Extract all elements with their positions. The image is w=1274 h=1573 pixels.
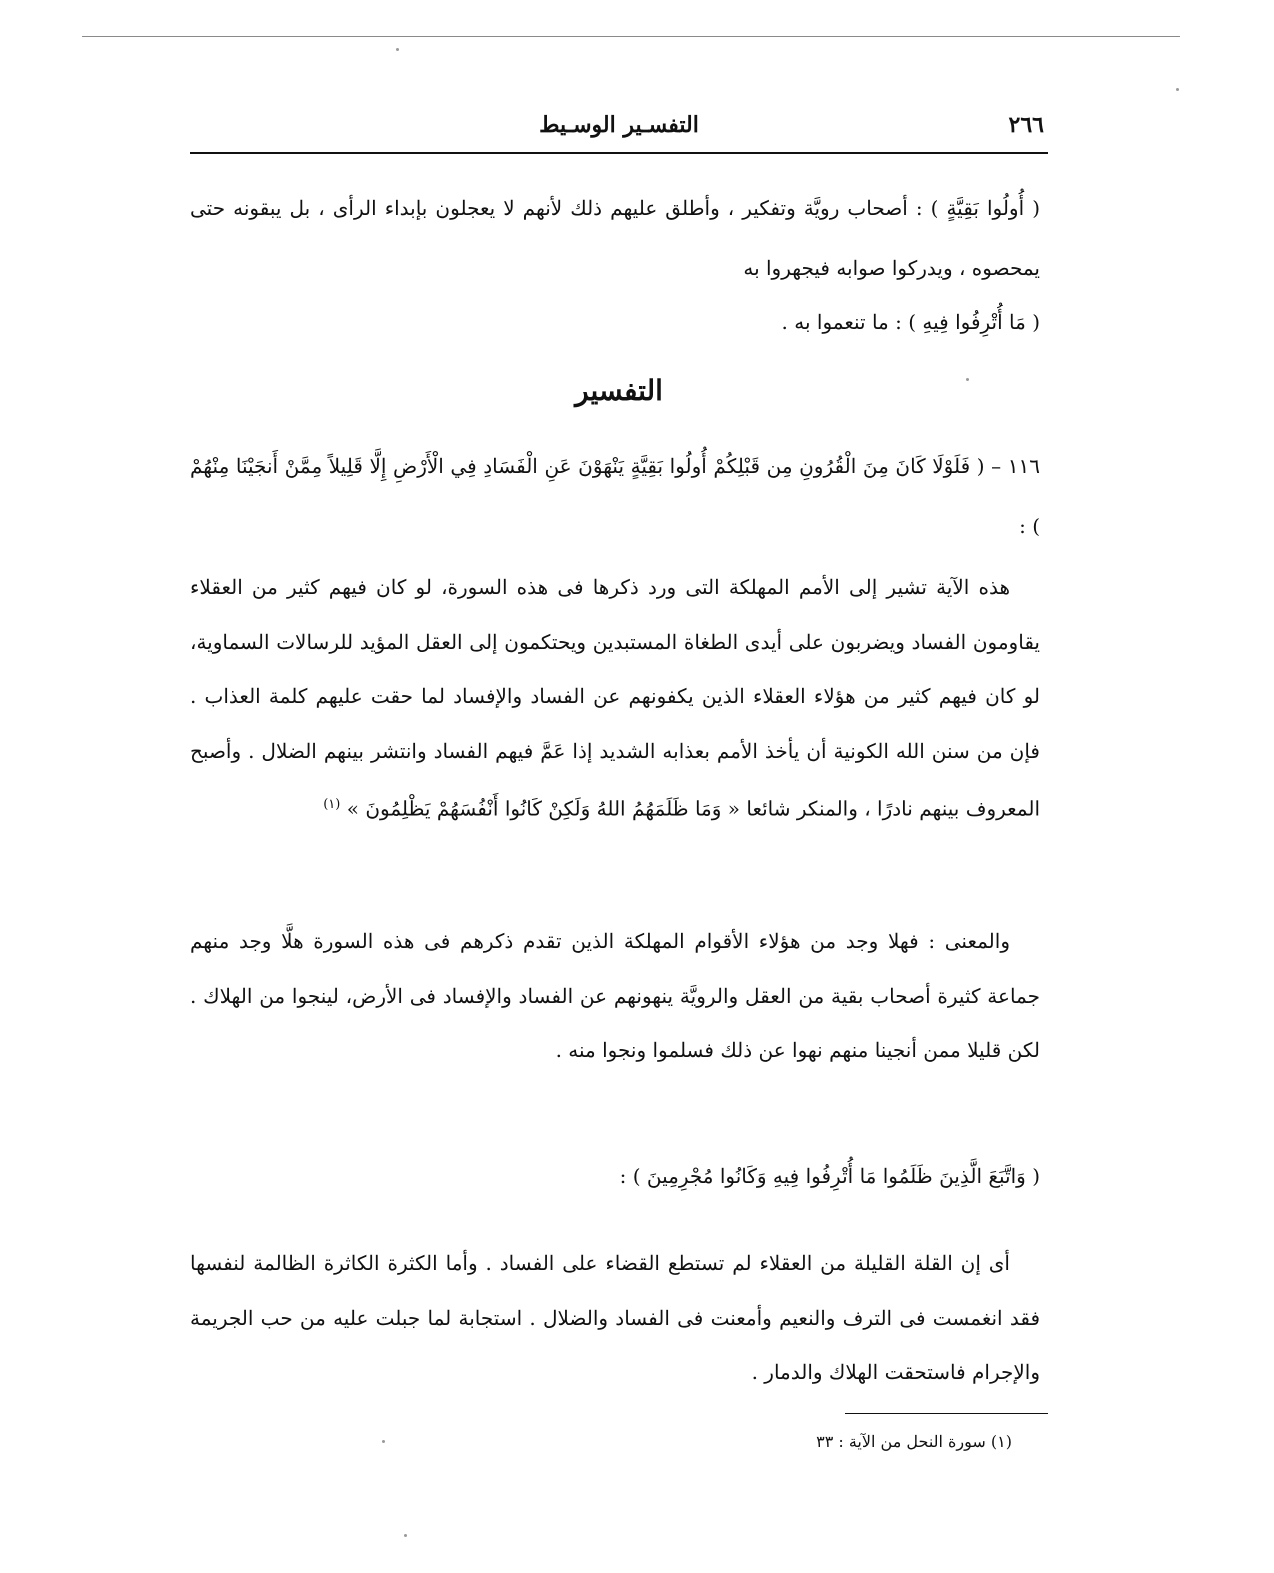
- footnote: (١) سورة النحل من الآية : ٣٣: [816, 1432, 1012, 1451]
- verse-117: [190, 1154, 1040, 1198]
- page-header: [190, 112, 1048, 148]
- scan-edge-line: [82, 36, 1180, 37]
- scan-speck: [966, 378, 969, 381]
- page-number: ٢٦٦: [1008, 112, 1044, 138]
- paragraph-text: أى إن القلة القليلة من العقلاء لم تستطع القضاء على الفساد . وأما الكثرة الكاثرة الظالمة لنفسها فقد انغمست فى الترف والنعيم وأمعنت فى الفساد والضلال . استجابة لما جبلت عليه من حب الجريمة والإجرام فاستحقت الهلاك والدمار .: [190, 1251, 1040, 1384]
- verse-text: ( وَاتَّبَعَ الَّذِينَ ظَلَمُوا مَا أُتْرِفُوا فِيهِ وَكَانُوا مُجْرِمِينَ ) :: [619, 1164, 1040, 1188]
- scan-speck: [396, 48, 399, 51]
- footnote-rule: [845, 1413, 1048, 1414]
- footnote-marker: (١): [323, 797, 341, 812]
- verse-116: [190, 436, 1040, 556]
- paragraph-text: هذه الآية تشير إلى الأمم المهلكة التى ورد ذكرها فى هذه السورة، لو كان فيهم كثير من العقلاء يقاومون الفساد ويضربون على أيدى الطغاة المستبدين ويحتكمون إلى العقل المؤيد للرسالات السماوية، لو كان فيهم كثير من هؤلاء العقلاء الذين يكفونهم عن الفساد والإفساد لما حقت عليهم كلمة العذاب . فإن من سنن الله الكونية أن يأخذ الأمم بعذابه الشديد إذا عَمَّ فيهم الفساد وانتشر بينهم الضلال . وأصبح المعروف بينهم نادرًا ، والمنكر شائعا « وَمَا ظَلَمَهُمُ اللهُ وَلَكِنْ كَانُوا أَنْفُسَهُمْ يَظْلِمُونَ »: [190, 575, 1040, 821]
- scan-speck: [1176, 88, 1179, 91]
- running-title: التفسـير الوسـيط: [539, 112, 699, 138]
- section-heading: التفسير: [575, 374, 663, 407]
- commentary-paragraph-3: [190, 1236, 1040, 1400]
- commentary-paragraph-1: [190, 560, 1040, 836]
- glossary-entry: [190, 300, 1040, 344]
- paragraph-text: والمعنى : فهلا وجد من هؤلاء الأقوام المهلكة الذين تقدم ذكرهم فى هذه السورة هلَّا وجد منهم جماعة كثيرة أصحاب بقية من العقل والرويَّة ينهونهم عن الفساد والإفساد فى الأرض، لينجوا من الهلاك . لكن قليلا ممن أنجينا منهم نهوا عن ذلك فسلموا ونجوا منه .: [190, 929, 1040, 1062]
- verse-text: ١١٦ – ( فَلَوْلَا كَانَ مِنَ الْقُرُونِ مِن قَبْلِكُمْ أُولُوا بَقِيَّةٍ يَنْهَوْنَ عَنِ الْفَسَادِ فِي الْأَرْضِ إِلَّا قَلِيلاً مِمَّنْ أَنجَيْنَا مِنْهُمْ ) :: [190, 454, 1040, 538]
- glossary-entry: [190, 178, 1040, 298]
- header-rule: [190, 152, 1048, 154]
- scan-speck: [382, 1440, 385, 1443]
- glossary-text: ( مَا أُتْرِفُوا فِيهِ ) : ما تنعموا به .: [781, 310, 1040, 334]
- scan-speck: [404, 1534, 407, 1537]
- commentary-paragraph-2: [190, 914, 1040, 1078]
- glossary-text: ( أُولُوا بَقِيَّةٍ ) : أصحاب رويَّة وتفكير ، وأطلق عليهم ذلك لأنهم لا يعجلون بإبداء الرأى ، بل يبقونه حتى يمحصوه ، ويدركوا صوابه فيجهروا به: [190, 196, 1040, 280]
